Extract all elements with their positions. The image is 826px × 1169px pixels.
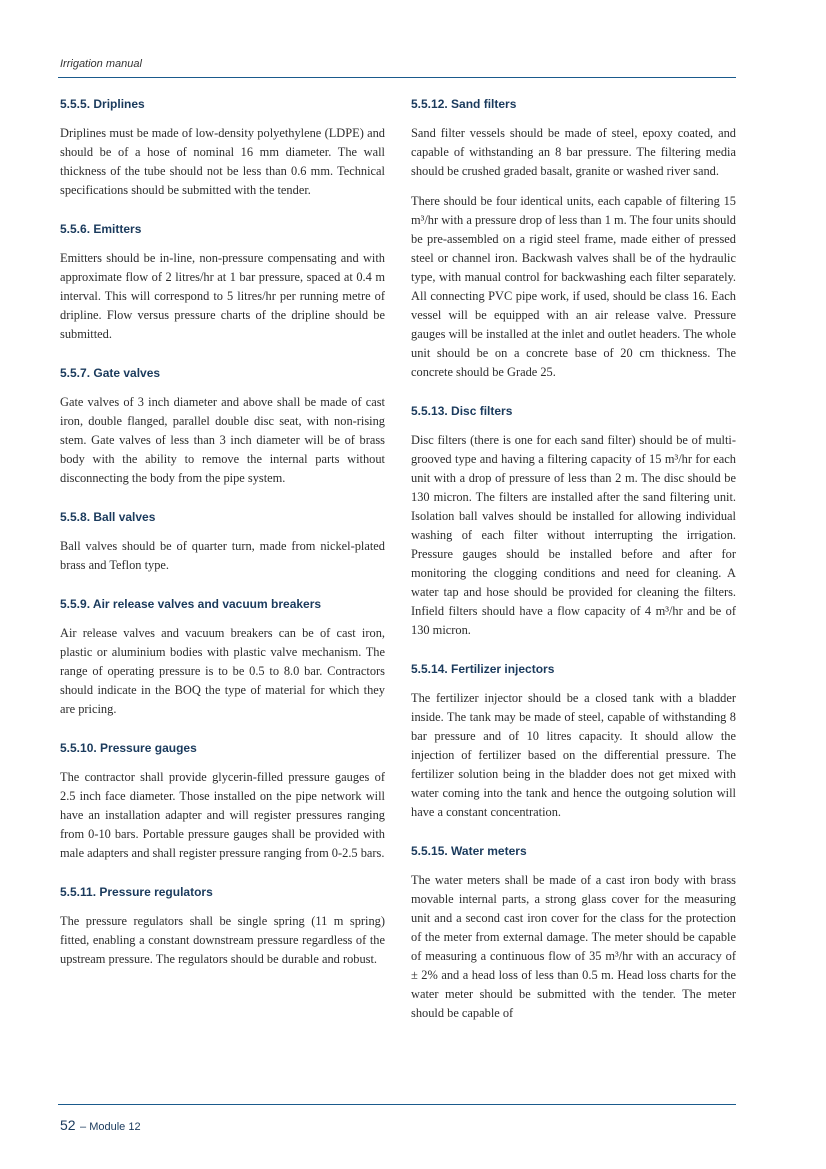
section-heading: 5.5.10. Pressure gauges — [60, 741, 197, 755]
section-paragraph: The water meters shall be made of a cast iron body with brass movable internal parts, a strong glass cover for the measuring unit and a second cast iron cover for the class for the protection of the meter from external damage. The meter should be capable of measuring a continuous flow of 35 m³/hr with an accuracy of ± 2% and a head loss of less than 0.5 m. Head loss charts for the water meter should be submitted with the tender. The meter should be capable of — [411, 873, 736, 1020]
section-pressure-regulators — [60, 884, 385, 969]
section-heading: 5.5.15. Water meters — [411, 844, 527, 858]
section-heading: 5.5.14. Fertilizer injectors — [411, 662, 555, 676]
section-paragraph: There should be four identical units, each capable of filtering 15 m³/hr with a pressure drop of less than 1 m. The four units should be pre-assembled on a rigid steel frame, made either of pressed steel or channel iron. Backwash valves shall be of the hydraulic type, with manual control for backwashing each filter separately. All connecting PVC pipe work, if used, should be class 16. Each vessel will be equipped with an air release valve. Pressure gauges will be installed at the inlet and outlet headers. The whole unit should be on a concrete base of 20 cm thickness. The concrete should be Grade 25. — [411, 194, 736, 379]
section-water-meters — [411, 843, 736, 1023]
section-fertilizer-injectors — [411, 661, 736, 822]
section-sand-filters — [411, 96, 736, 382]
section-pressure-gauges — [60, 740, 385, 863]
running-header: Irrigation manual — [60, 58, 142, 70]
section-emitters — [60, 221, 385, 344]
section-paragraph: Driplines must be made of low-density polyethylene (LDPE) and should be of a hose of nominal 16 mm diameter. The wall thickness of the tube should not be less than 0.6 mm. Technical specifications should be submitted with the tender. — [60, 126, 385, 197]
section-paragraph: Gate valves of 3 inch diameter and above shall be made of cast iron, double flanged, parallel double disc seat, with non-rising stem. Gate valves of less than 3 inch diameter will be of brass body with the ability to remove the internal parts without disconnecting the body from the pipe system. — [60, 395, 385, 485]
section-heading: 5.5.7. Gate valves — [60, 366, 161, 380]
section-heading: 5.5.12. Sand filters — [411, 97, 517, 111]
section-paragraph: The contractor shall provide glycerin-filled pressure gauges of 2.5 inch face diameter. Those installed on the pipe network will have an installation adapter and will register pressures ranging from 0-10 bars. Portable pressure gauges shall be provided with male adapters and shall register pressure ranging from 0-2.5 bars. — [60, 770, 385, 860]
section-heading: 5.5.9. Air release valves and vacuum breakers — [60, 597, 322, 611]
page-footer — [60, 1117, 141, 1135]
module-label: – Module 12 — [80, 1121, 141, 1133]
section-paragraph: The fertilizer injector should be a closed tank with a bladder inside. The tank may be made of steel, capable of withstanding 8 bar pressure and of 10 litres capacity. It should allow the injection of fertilizer based on the differential pressure. The fertilizer solution being in the bladder does not get mixed with water coming into the tank and hence the outgoing solution will have a constant concentration. — [411, 691, 736, 819]
section-disc-filters — [411, 403, 736, 640]
section-heading: 5.5.8. Ball valves — [60, 510, 156, 524]
section-paragraph: Emitters should be in-line, non-pressure compensating and with approximate flow of 2 litres/hr at 1 bar pressure, spaced at 0.4 m interval. This will correspond to 5 litres/hr per running metre of dripline. Flow versus pressure charts of the dripline should be submitted. — [60, 251, 385, 341]
section-heading: 5.5.13. Disc filters — [411, 404, 513, 418]
section-paragraph: Disc filters (there is one for each sand filter) should be of multi-grooved type and having a filtering capacity of 15 m³/hr for each unit with a drop of pressure of less than 2 m. The disc should be 130 micron. The filters are installed after the sand filtering unit. Isolation ball valves should be installed for allowing individual washing of each filter without interrupting the irrigation. Pressure gauges should be installed before and after for monitoring the clogging conditions and need for cleaning. A water tap and hose should be provided for cleaning the filters. Infield filters should have a flow capacity of 4 m³/hr and be of 130 micron. — [411, 433, 736, 637]
footer-rule — [58, 1104, 736, 1105]
section-driplines — [60, 96, 385, 200]
section-paragraph: The pressure regulators shall be single spring (11 m spring) fitted, enabling a constant downstream pressure regardless of the upstream pressure. The regulators should be durable and robust. — [60, 914, 385, 966]
section-paragraph: Sand filter vessels should be made of steel, epoxy coated, and capable of withstanding an 8 bar pressure. The filtering media should be crushed graded basalt, granite or washed river sand. — [411, 126, 736, 178]
section-gate-valves — [60, 365, 385, 488]
section-paragraph: Ball valves should be of quarter turn, made from nickel-plated brass and Teflon type. — [60, 539, 385, 572]
section-paragraph: Air release valves and vacuum breakers can be of cast iron, plastic or aluminium bodies with plastic valve mechanism. The range of operating pressure is to be 0.5 to 8.0 bar. Contractors should indicate in the BOQ the type of material for which they are pricing. — [60, 626, 385, 716]
section-ball-valves — [60, 509, 385, 575]
header-rule — [58, 77, 736, 78]
page-number: 52 — [60, 1117, 76, 1133]
left-column — [60, 96, 385, 990]
right-column — [411, 96, 736, 1044]
section-heading: 5.5.6. Emitters — [60, 222, 142, 236]
section-heading: 5.5.11. Pressure regulators — [60, 885, 213, 899]
section-air-release-valves — [60, 596, 385, 719]
section-heading: 5.5.5. Driplines — [60, 97, 145, 111]
